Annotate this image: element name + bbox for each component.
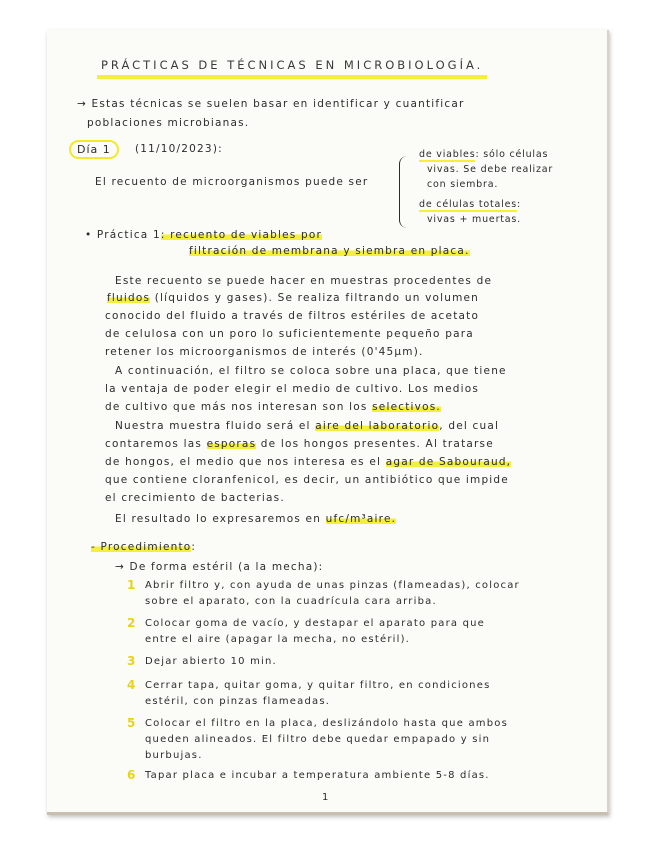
page-number: 1: [322, 792, 329, 803]
day-label-box: [69, 140, 119, 159]
body-line-9: [115, 419, 499, 433]
body-line-3: conocido del fluido a través de filtros estériles de acetato: [105, 310, 480, 322]
body-line-1: Este recuento se puede hacer en muestras procedentes de: [115, 275, 493, 287]
body-line-10: [105, 437, 494, 451]
recount-option-1-rest: : sólo células: [475, 149, 549, 160]
recount-option-1-line-2: vivas. Se debe realizar: [427, 164, 554, 175]
body-line-11: [105, 455, 511, 469]
body-line-14: [115, 512, 396, 526]
body-line-4: de celulosa con un poro lo suficientemente pequeño para: [105, 328, 474, 340]
body-line-2: [107, 291, 479, 305]
recount-option-2-rest: :: [516, 199, 521, 210]
procedure-heading: [91, 540, 196, 554]
body-line-7: la ventaja de poder elegir el medio de cultivo. Los medios: [105, 383, 480, 395]
practice-title-line-2: [189, 244, 470, 258]
step-4-line-1: Cerrar tapa, quitar goma, y quitar filtro, en condiciones: [145, 680, 491, 691]
page-title: PRÁCTICAS DE TÉCNICAS EN MICROBIOLOGÍA.: [101, 58, 484, 72]
step-2-number: 2: [127, 616, 136, 630]
highlight-unit: ufc/m³aire.: [325, 513, 397, 525]
step-1-line-2: sobre el aparato, con la cuadrícula cara arriba.: [145, 596, 437, 607]
step-3-number: 3: [127, 654, 136, 668]
body-line-5: retener los microorganismos de interés (0'45μm).: [105, 346, 424, 358]
step-5-line-2: queden alineados. El filtro debe quedar empapado y sin: [145, 734, 491, 745]
highlight-fluidos: fluidos: [107, 292, 151, 304]
body-line-12: que contiene cloranfenicol, es decir, un antibiótico que impide: [105, 474, 509, 486]
body-line-2-text: (líquidos y gases). Se realiza filtrando un volumen: [154, 292, 480, 304]
recount-option-2-line-2: vivas + muertas.: [427, 214, 521, 225]
body-line-10-text: contaremos las: [105, 438, 203, 450]
step-2-line-1: Colocar goma de vacío, y destapar el aparato para que: [145, 618, 486, 629]
step-1-number: 1: [127, 578, 136, 592]
brace-mark: [399, 156, 410, 228]
highlight-esporas: esporas: [206, 438, 257, 450]
body-line-8: [105, 400, 441, 414]
step-5-number: 5: [127, 716, 136, 730]
practice-title-1: : recuento de viables por: [160, 229, 323, 241]
recount-option-1-title: de viables: [419, 149, 476, 160]
recount-option-2-title: de células totales: [419, 199, 517, 210]
step-6-line-1: Tapar placa e incubar a temperatura ambiente 5-8 días.: [145, 770, 490, 781]
practice-prefix: • Práctica 1: [85, 229, 161, 241]
recount-lead: El recuento de microorganismos puede ser: [95, 176, 369, 188]
body-line-14-text: El resultado lo expresaremos en: [115, 513, 322, 525]
page-title-wrap: [97, 52, 487, 79]
highlight-selectivos: selectivos.: [372, 401, 441, 413]
step-3-line-1: Dejar abierto 10 min.: [145, 656, 277, 667]
recount-option-1: [419, 148, 548, 162]
body-line-9-text: Nuestra muestra fluido será el: [115, 420, 311, 432]
intro-line-2: poblaciones microbianas.: [87, 117, 250, 129]
procedure-sub: → De forma estéril (a la mecha):: [115, 561, 324, 573]
step-4-number: 4: [127, 678, 136, 692]
intro-line-1: → Estas técnicas se suelen basar en identificar y cuantificar: [77, 98, 465, 110]
highlight-aire: aire del laboratorio: [315, 420, 440, 432]
body-line-9-end: , del cual: [439, 420, 500, 432]
step-1-line-1: Abrir filtro y, con ayuda de unas pinzas (flameadas), colocar: [145, 580, 520, 591]
day-date: (11/10/2023):: [135, 143, 223, 155]
highlight-agar: agar de Sabouraud,: [385, 456, 512, 468]
notebook-page: [47, 30, 609, 815]
body-line-11-text: de hongos, el medio que nos interesa es el: [105, 456, 382, 468]
body-line-13: el crecimiento de bacterias.: [105, 492, 285, 504]
body-line-6: A continuación, el filtro se coloca sobre una placa, que tiene: [115, 365, 507, 377]
step-5-line-3: burbujas.: [145, 750, 203, 761]
practice-title-line-1: [85, 228, 322, 242]
step-6-number: 6: [127, 768, 136, 782]
body-line-8-text: de cultivo que más nos interesan son los: [105, 401, 368, 413]
recount-option-2: [419, 198, 521, 212]
procedure-heading-text: - Procedimiento: [91, 541, 192, 553]
procedure-heading-colon: :: [191, 541, 197, 553]
step-2-line-2: entre el aire (apagar la mecha, no estéril).: [145, 634, 411, 645]
recount-option-1-line-3: con siembra.: [427, 179, 499, 190]
step-4-line-2: estéril, con pinzas flameadas.: [145, 696, 331, 707]
practice-title-2: filtración de membrana y siembra en placa.: [189, 245, 470, 257]
body-line-10-end: de los hongos presentes. Al tratarse: [260, 438, 494, 450]
step-5-line-1: Colocar el filtro en la placa, deslizándolo hasta que ambos: [145, 718, 508, 729]
day-label: Día 1: [77, 143, 111, 156]
